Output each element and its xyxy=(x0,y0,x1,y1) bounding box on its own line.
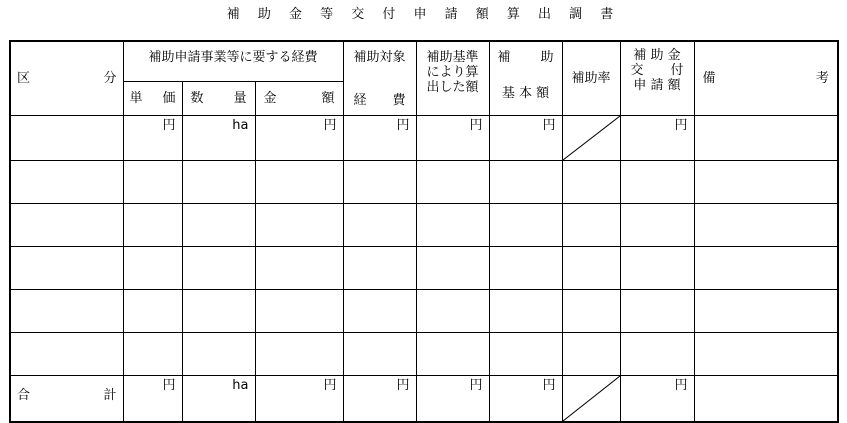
cell-target-cost[interactable] xyxy=(343,247,416,290)
cell-amount[interactable] xyxy=(255,247,343,290)
total-rate-diagonal xyxy=(562,376,620,423)
total-grant-amount[interactable]: 円 xyxy=(620,376,694,423)
header-quantity: 数 量 xyxy=(182,82,255,116)
cell-remarks[interactable] xyxy=(694,290,838,333)
cell-rate-diagonal xyxy=(562,116,620,161)
cell-rate[interactable] xyxy=(562,333,620,376)
cell-target-cost[interactable]: 円 xyxy=(343,116,416,161)
header-kubun: 区 分 xyxy=(10,41,123,116)
header-expense-group: 補助申請事業等に要する経費 xyxy=(123,41,343,82)
table-row xyxy=(10,116,838,161)
cell-amount[interactable] xyxy=(255,161,343,204)
cell-kubun[interactable] xyxy=(10,116,123,161)
cell-quantity[interactable] xyxy=(182,333,255,376)
cell-unit-price[interactable] xyxy=(123,247,182,290)
cell-kubun[interactable] xyxy=(10,290,123,333)
total-base-amount[interactable]: 円 xyxy=(489,376,562,423)
cell-remarks[interactable] xyxy=(694,204,838,247)
header-grant-application-amount: 補 助 金 交 付 申 請 額 xyxy=(620,41,694,116)
table-row xyxy=(10,247,838,290)
cell-base-amount[interactable] xyxy=(489,247,562,290)
cell-unit-price[interactable] xyxy=(123,333,182,376)
cell-target-cost[interactable] xyxy=(343,204,416,247)
cell-quantity[interactable] xyxy=(182,290,255,333)
total-target-cost[interactable]: 円 xyxy=(343,376,416,423)
table-row xyxy=(10,333,838,376)
cell-standard-amount[interactable]: 円 xyxy=(416,116,489,161)
cell-remarks[interactable] xyxy=(694,247,838,290)
cell-amount[interactable] xyxy=(255,204,343,247)
cell-standard-amount[interactable] xyxy=(416,290,489,333)
cell-kubun[interactable] xyxy=(10,247,123,290)
cell-target-cost[interactable] xyxy=(343,333,416,376)
header-remarks: 備 考 xyxy=(694,41,838,116)
cell-rate[interactable] xyxy=(562,161,620,204)
cell-grant-amount[interactable] xyxy=(620,247,694,290)
cell-quantity[interactable] xyxy=(182,204,255,247)
cell-base-amount[interactable] xyxy=(489,161,562,204)
cell-kubun[interactable] xyxy=(10,204,123,247)
cell-base-amount[interactable]: 円 xyxy=(489,116,562,161)
cell-rate[interactable] xyxy=(562,204,620,247)
total-unit-price[interactable]: 円 xyxy=(123,376,182,423)
cell-remarks[interactable] xyxy=(694,333,838,376)
total-standard-amount[interactable]: 円 xyxy=(416,376,489,423)
cell-grant-amount[interactable] xyxy=(620,333,694,376)
header-amount: 金 額 xyxy=(255,82,343,116)
cell-quantity[interactable]: ha xyxy=(182,116,255,161)
header-unit-price: 単 価 xyxy=(123,82,182,116)
table-row xyxy=(10,204,838,247)
cell-amount[interactable] xyxy=(255,290,343,333)
cell-kubun[interactable] xyxy=(10,333,123,376)
cell-grant-amount[interactable] xyxy=(620,204,694,247)
cell-amount[interactable] xyxy=(255,333,343,376)
cell-kubun[interactable] xyxy=(10,161,123,204)
cell-base-amount[interactable] xyxy=(489,333,562,376)
cell-standard-amount[interactable] xyxy=(416,247,489,290)
cell-unit-price[interactable] xyxy=(123,161,182,204)
document-title: 補 助 金 等 交 付 申 請 額 算 出 調 書 xyxy=(226,7,621,22)
diagonal-line xyxy=(563,116,620,160)
header-subsidy-rate: 補助率 xyxy=(562,41,620,116)
cell-unit-price[interactable] xyxy=(123,204,182,247)
cell-grant-amount[interactable] xyxy=(620,290,694,333)
table-row xyxy=(10,290,838,333)
cell-base-amount[interactable] xyxy=(489,290,562,333)
total-label: 合 計 xyxy=(10,376,123,423)
cell-amount[interactable]: 円 xyxy=(255,116,343,161)
diagonal-line xyxy=(563,376,620,421)
header-standard-amount: 補助基準 により算 出した額 xyxy=(416,41,489,116)
total-amount[interactable]: 円 xyxy=(255,376,343,423)
cell-target-cost[interactable] xyxy=(343,290,416,333)
header-subsidy-target-cost: 補助対象 経 費 xyxy=(343,41,416,116)
total-row xyxy=(10,376,838,423)
calculation-table xyxy=(9,40,839,423)
cell-quantity[interactable] xyxy=(182,161,255,204)
cell-standard-amount[interactable] xyxy=(416,161,489,204)
cell-remarks[interactable] xyxy=(694,116,838,161)
cell-rate[interactable] xyxy=(562,290,620,333)
cell-target-cost[interactable] xyxy=(343,161,416,204)
table-row xyxy=(10,161,838,204)
cell-remarks[interactable] xyxy=(694,161,838,204)
cell-unit-price[interactable] xyxy=(123,290,182,333)
cell-standard-amount[interactable] xyxy=(416,204,489,247)
cell-standard-amount[interactable] xyxy=(416,333,489,376)
cell-unit-price[interactable]: 円 xyxy=(123,116,182,161)
cell-grant-amount[interactable]: 円 xyxy=(620,116,694,161)
cell-rate[interactable] xyxy=(562,247,620,290)
cell-grant-amount[interactable] xyxy=(620,161,694,204)
cell-quantity[interactable] xyxy=(182,247,255,290)
total-quantity[interactable]: ha xyxy=(182,376,255,423)
header-base-amount: 補 助 基 本 額 xyxy=(489,41,562,116)
cell-base-amount[interactable] xyxy=(489,204,562,247)
total-remarks[interactable] xyxy=(694,376,838,423)
